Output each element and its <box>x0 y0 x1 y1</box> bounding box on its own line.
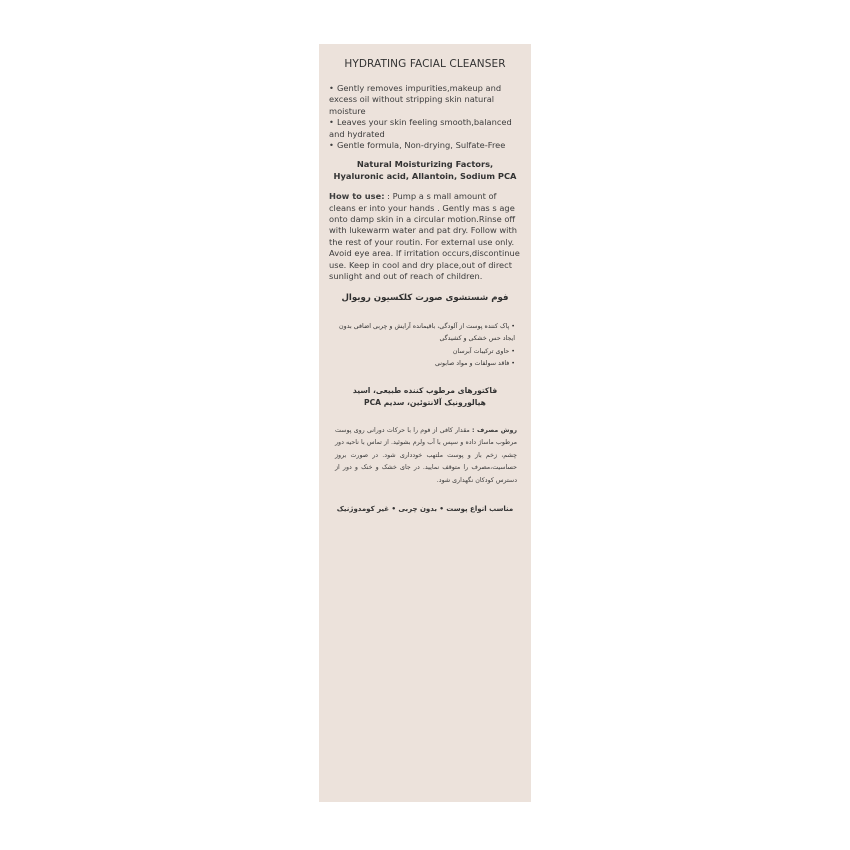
how-to-use-label-fa: روش مصرف : <box>472 426 517 434</box>
benefits-list-fa <box>329 321 521 371</box>
benefits-list-en <box>329 83 521 151</box>
skin-type-fa: مناسب انواع پوست • بدون چربی • غیر کومدوژنیک <box>336 505 514 514</box>
list-item: • Gently removes impurities,makeup and excess oil without stripping skin natural moisture <box>329 83 502 116</box>
list-item: • Leaves your skin feeling smooth,balanced and hydrated <box>329 117 512 139</box>
list-item: • فاقد سولفات و مواد صابونی <box>435 360 515 367</box>
list-item: • Gentle formula, Non-drying, Sulfate-Free <box>329 140 506 151</box>
product-title: HYDRATING FACIAL CLEANSER <box>344 58 506 70</box>
product-label-panel <box>319 44 531 802</box>
how-to-use-text-fa: مقدار کافی از فوم را با حرکات دورانی روی پوست مرطوب ماساژ داده و سپس با آب ولرم بشوئید. از تماس با ناحیه دور چشم، زخم باز و پوست ملتهب خودداری شود. در صورت بروز حساسیت،مصرف را متوقف نمایید. در جای خشک و خنک و دور از دسترس کودکان نگهداری شود. <box>335 426 517 484</box>
bullet-icon: • <box>329 117 334 128</box>
how-to-use-label: How to use: <box>329 191 385 202</box>
ingredients-fa: فاکتورهای مرطوب کننده طبیعی، اسید هیالورونیک آلانتوئین، سدیم PCA <box>352 385 498 407</box>
bullet-icon: • <box>329 140 334 151</box>
how-to-use-text: : Pump a s mall amount of cleans er into your hands . Gently mas s age onto damp skin in a circular motion.Rinse off with lukewarm water and pat dry. Follow with the rest of your routin. For external use only. Avoid eye area. If irritation occurs,discontinue use. Keep in cool and dry place,out of direct sunlight and out of reach of children. <box>329 191 520 282</box>
list-item: • حاوی ترکیبات آبرسان <box>452 347 515 355</box>
bullet-icon: • <box>511 347 515 355</box>
bullet-icon: • <box>511 322 515 330</box>
bullet-icon: • <box>511 360 515 367</box>
how-to-use-fa <box>335 425 517 488</box>
list-item: • پاک کننده پوست از آلودگی، باقیمانده آرایش و چربی اضافی بدون ایجاد حس خشکی و کشیدگی <box>339 322 515 342</box>
how-to-use-en <box>329 191 521 282</box>
ingredients-en: Natural Moisturizing Factors, Hyaluronic acid, Allantoin, Sodium PCA <box>333 159 517 181</box>
product-title-fa: فوم شستشوی صورت کلکسیون رویوال <box>341 292 509 303</box>
bullet-icon: • <box>329 83 334 93</box>
